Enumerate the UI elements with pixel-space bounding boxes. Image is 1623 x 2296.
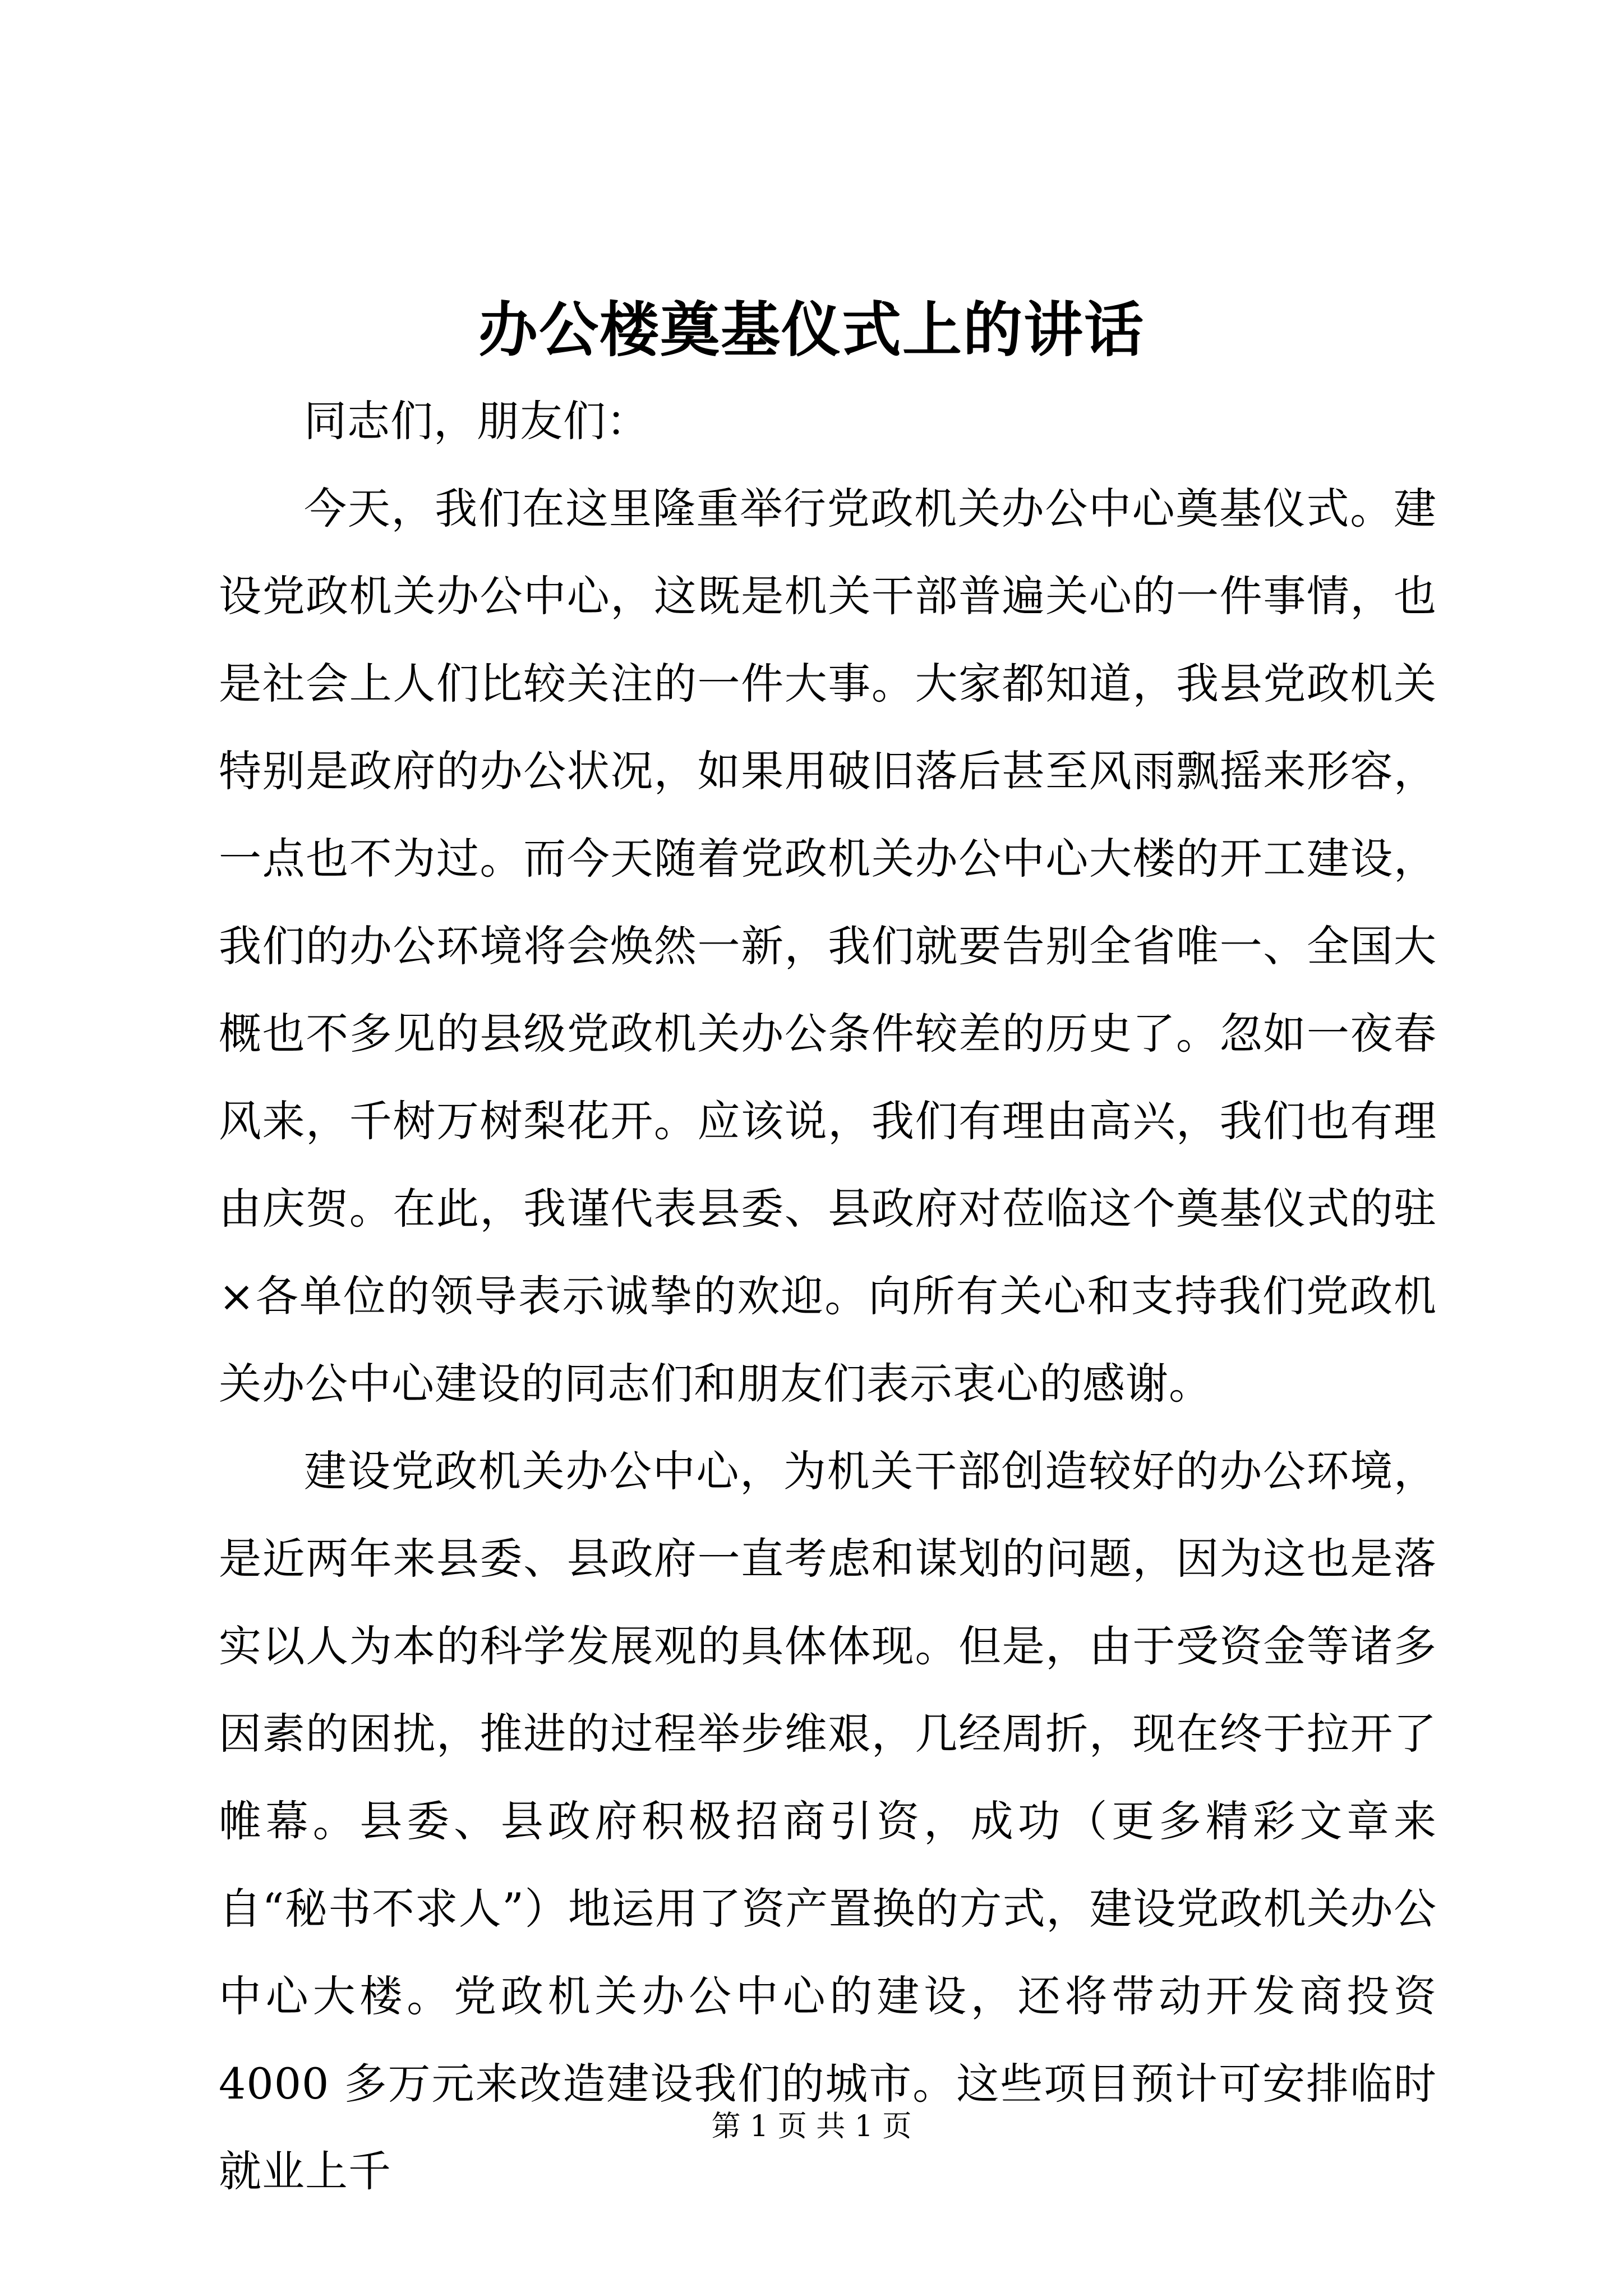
document-body (219, 378, 1437, 2215)
greeting: 同志们，朋友们： (304, 396, 649, 446)
paragraph-1: 今天，我们在这里隆重举行党政机关办公中心奠基仪式。建设党政机关办公中心，这既是机关干部普遍关心的一件事情，也是社会上人们比较关注的一件大事。大家都知道，我县党政机关特别是政府的办公状况，如果用破旧落后甚至风雨飘摇来形容，一点也不为过。而今天随着党政机关办公中心大楼的开工建设，我们的办公环境将会焕然一新，我们就要告别全省唯一、全国大概也不多见的县级党政机关办公条件较差的历史了。忽如一夜春风来，千树万树梨花开。应该说，我们有理由高兴，我们也有理由庆贺。在此，我谨代表县委、县政府对莅临这个奠基仪式的驻×各单位的领导表示诚挚的欢迎。向所有关心和支持我们党政机关办公中心建设的同志们和朋友们表示衷心的感谢。 (219, 484, 1437, 1409)
paragraph-2: 建设党政机关办公中心，为机关干部创造较好的办公环境，是近两年来县委、县政府一直考虑和谋划的问题，因为这也是落实以人为本的科学发展观的具体体现。但是，由于受资金等诸多因素的困扰，推进的过程举步维艰，几经周折，现在终于拉开了帷幕。县委、县政府积极招商引资，成功（更多精彩文章来自“秘书不求人”）地运用了资产置换的方式，建设党政机关办公中心大楼。党政机关办公中心的建设，还将带动开发商投资 4000 多万元来改造建设我们的城市。这些项目预计可安排临时就业上千 (219, 1446, 1437, 2196)
document-title: 办公楼奠基仪式上的讲话 (478, 295, 1145, 365)
page-footer: 第 1 页 共 1 页 (711, 2110, 912, 2143)
